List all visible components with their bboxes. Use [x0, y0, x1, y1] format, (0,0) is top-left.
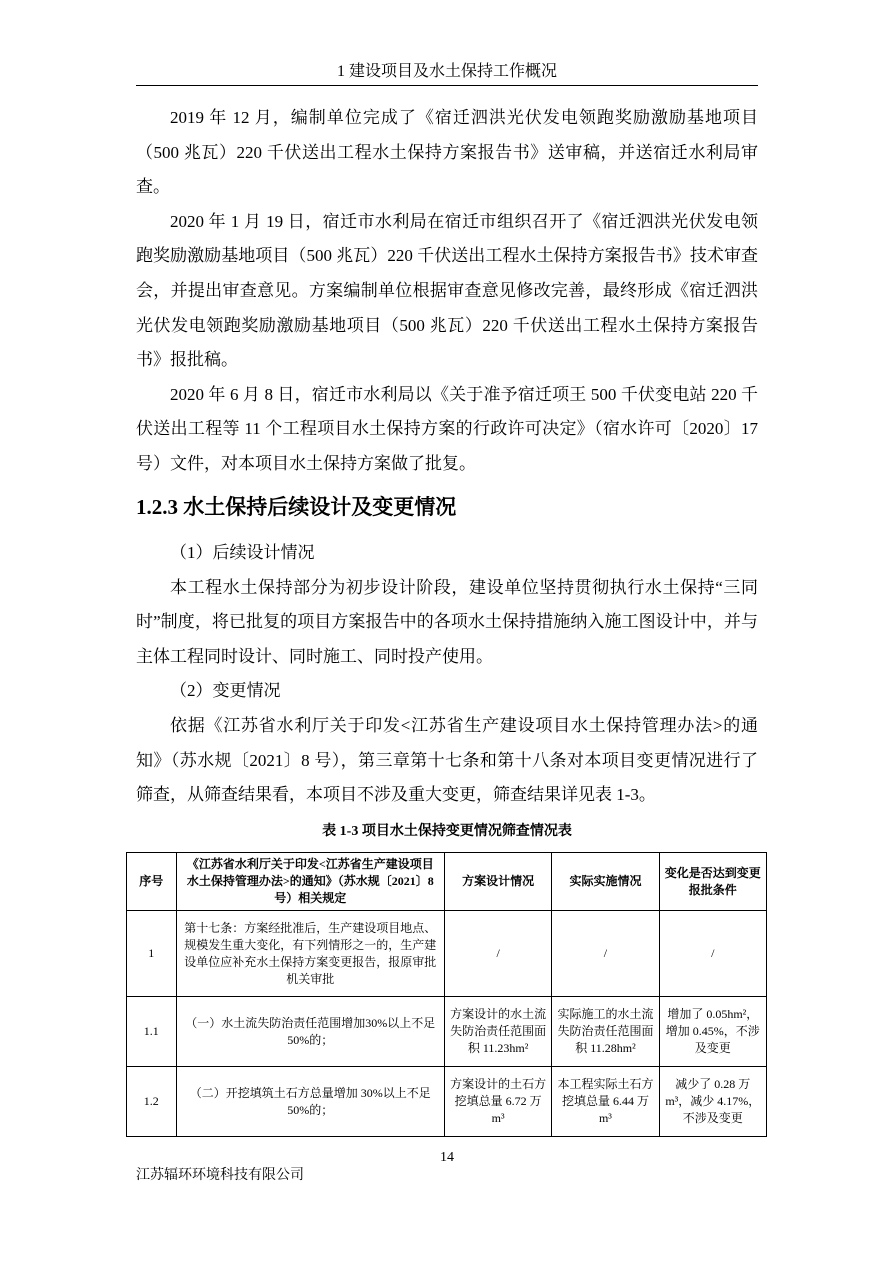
cell-change: 增加了 0.05hm²，增加 0.45%，不涉及变更: [659, 997, 766, 1067]
paragraph: 2020 年 1 月 19 日，宿迁市水利局在宿迁市组织召开了《宿迁泗洪光伏发电领跑奖励激励基地项目（500 兆瓦）220 千伏送出工程水土保持方案报告书》技术审查会，并提出审查意见。方案编制单位根据审查意见修改完善，最终形成《宿迁泗洪光伏发电领跑奖励激励基地项目（500 兆瓦）220 千伏送出工程水土保持方案报告书》报批稿。: [136, 211, 758, 370]
table-header-row: [127, 853, 767, 911]
cell-no: 1: [127, 911, 177, 997]
cell-rule: （二）开挖填筑土石方总量增加 30%以上不足 50%的；: [176, 1067, 444, 1137]
cell-rule: （一）水土流失防治责任范围增加30%以上不足 50%的；: [176, 997, 444, 1067]
table-row: [127, 1067, 767, 1137]
paragraph: 2020 年 6 月 8 日，宿迁市水利局以《关于准予宿迁项王 500 千伏变电站 220 千伏送出工程等 11 个工程项目水土保持方案的行政许可决定》（宿水许可〔2020〕17 号）文件，对本项目水土保持方案做了批复。: [136, 384, 758, 473]
cell-actual: 实际施工的水土流失防治责任范围面积 11.28hm²: [552, 997, 659, 1067]
header-no: 序号: [127, 853, 177, 911]
paragraph: 本工程水土保持部分为初步设计阶段，建设单位坚持贯彻执行水土保持“三同时”制度，将已批复的项目方案报告中的各项水土保持措施纳入施工图设计中，并与主体工程同时设计、同时施工、同时投产使用。: [136, 577, 758, 666]
cell-actual: /: [552, 911, 659, 997]
cell-no: 1.1: [127, 997, 177, 1067]
body-paragraphs-top: [136, 101, 758, 482]
page-number: 14: [440, 1150, 454, 1165]
body-paragraphs-bottom: [136, 536, 758, 813]
cell-plan: 方案设计的土石方挖填总量 6.72 万 m³: [444, 1067, 551, 1137]
table-caption: 表 1-3 项目水土保持变更情况筛查情况表: [322, 824, 572, 839]
cell-plan: /: [444, 911, 551, 997]
header-rule: 《江苏省水利厅关于印发<江苏省生产建设项目水土保持管理办法>的通知》（苏水规〔2021〕8 号）相关规定: [176, 853, 444, 911]
running-header: 1 建设项目及水土保持工作概况: [336, 63, 557, 80]
paragraph: 依据《江苏省水利厅关于印发<江苏省生产建设项目水土保持管理办法>的通知》（苏水规〔2021〕8 号），第三章第十七条和第十八条对本项目变更情况进行了筛查，从筛查结果看，本项目不涉及重大变更，筛查结果详见表 1-3。: [136, 715, 758, 805]
table-row: [127, 911, 767, 997]
cell-change: /: [659, 911, 766, 997]
footer-company: 江苏辐环环境科技有限公司: [136, 1168, 304, 1183]
change-screening-table: [126, 852, 767, 1137]
header-change: 变化是否达到变更报批条件: [659, 853, 766, 911]
header-plan: 方案设计情况: [444, 853, 551, 911]
cell-change: 减少了 0.28 万 m³，减少 4.17%，不涉及变更: [659, 1067, 766, 1137]
subheading: （2）变更情况: [170, 681, 281, 701]
section-heading: 1.2.3 水土保持后续设计及变更情况: [136, 495, 457, 519]
cell-actual: 本工程实际土石方挖填总量 6.44 万 m³: [552, 1067, 659, 1137]
header-divider: [136, 85, 758, 86]
paragraph: 2019 年 12 月，编制单位完成了《宿迁泗洪光伏发电领跑奖励激励基地项目（500 兆瓦）220 千伏送出工程水土保持方案报告书》送审稿，并送宿迁水利局审查。: [136, 108, 758, 197]
cell-no: 1.2: [127, 1067, 177, 1137]
subheading: （1）后续设计情况: [170, 543, 315, 562]
table-row: [127, 997, 767, 1067]
cell-rule: 第十七条：方案经批准后，生产建设项目地点、规模发生重大变化，有下列情形之一的，生产建设单位应补充水土保持方案变更报告，报原审批机关审批: [176, 911, 444, 997]
header-actual: 实际实施情况: [552, 853, 659, 911]
cell-plan: 方案设计的水土流失防治责任范围面积 11.23hm²: [444, 997, 551, 1067]
